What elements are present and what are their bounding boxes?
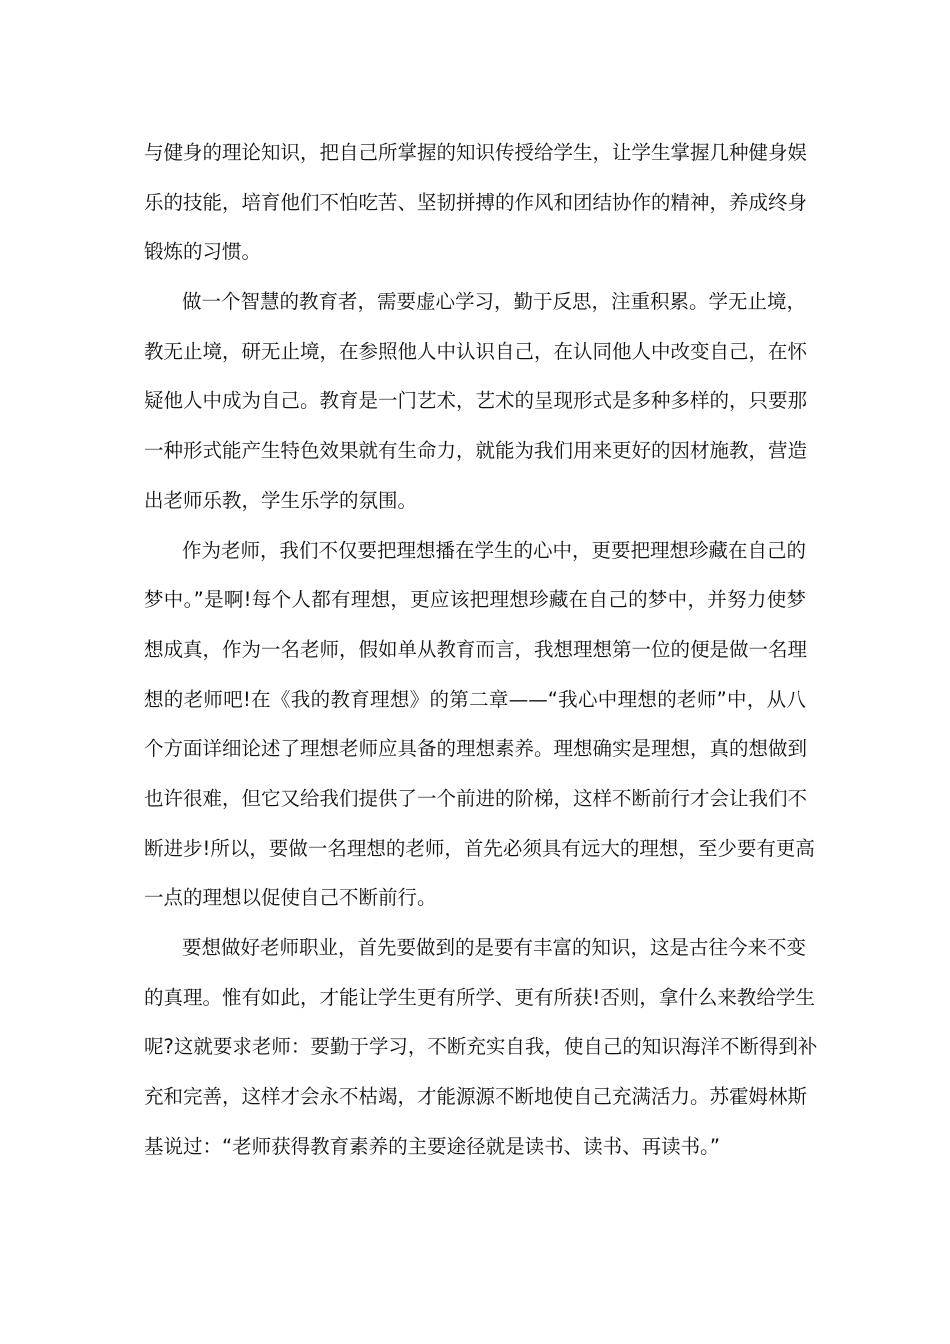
text-line: 断进步!所以，要做一名理想的老师，首先必须具有远大的理想，至少要有更高 [144, 836, 815, 860]
text-line: 作为老师，我们不仅要把理想播在学生的心中，更要把理想珍藏在自己的 [182, 538, 807, 562]
document-body [144, 128, 818, 1171]
text-line: 要想做好老师职业，首先要做到的是要有丰富的知识，这是古往今来不变 [182, 936, 807, 959]
text-line: 基说过：“老师获得教育素养的主要途径就是读书、读书、再读书。” [144, 1134, 720, 1158]
paragraph-1 [144, 128, 806, 277]
text-line: 呢?这就要求老师：要勤于学习，不断充实自我，使自己的知识海洋不断得到补 [144, 1035, 818, 1059]
text-line: 疑他人中成为自己。教育是一门艺术，艺术的呈现形式是多种多样的，只要那 [144, 389, 808, 413]
text-line: 充和完善，这样才会永不枯竭，才能源源不断地使自己充满活力。苏霍姆林斯 [144, 1085, 808, 1109]
text-line: 教无止境，研无止境，在参照他人中认识自己，在认同他人中改变自己，在怀 [144, 339, 808, 363]
text-line: 也许很难，但它又给我们提供了一个前进的阶梯，这样不断前行才会让我们不 [144, 786, 808, 810]
text-line: 梦中。”是啊!每个人都有理想，更应该把理想珍藏在自己的梦中，并努力使梦 [144, 588, 806, 612]
text-line: 的真理。惟有如此，才能让学生更有所学、更有所获!否则，拿什么来教给学生 [144, 985, 815, 1009]
text-line: 做一个智慧的教育者，需要虚心学习，勤于反思，注重积累。学无止境， [182, 290, 807, 314]
text-line: 乐的技能，培育他们不怕吃苦、坚韧拼搏的作风和团结协作的精神，养成终身 [144, 190, 808, 214]
text-line: 出老师乐教，学生乐学的氛围。 [144, 488, 418, 512]
text-line: 一种形式能产生特色效果就有生命力，就能为我们用来更好的因材施教，营造 [144, 439, 808, 463]
paragraph-2 [144, 277, 806, 525]
text-line: 与健身的理论知识，把自己所掌握的知识传授给学生，让学生掌握几种健身娱 [144, 141, 808, 164]
text-line: 想成真，作为一名老师，假如单从教育而言，我想理想第一位的便是做一名理 [144, 637, 808, 661]
text-line: 一点的理想以促使自己不断前行。 [144, 886, 437, 910]
text-line: 想的老师吧!在《我的教育理想》的第二章——“我心中理想的老师”中，从八 [144, 687, 806, 711]
text-line: 锻炼的习惯。 [144, 240, 262, 264]
paragraph-4 [144, 923, 818, 1171]
text-line: 个方面详细论述了理想老师应具备的理想素养。理想确实是理想，真的想做到 [144, 737, 808, 761]
paragraph-3 [144, 526, 815, 924]
